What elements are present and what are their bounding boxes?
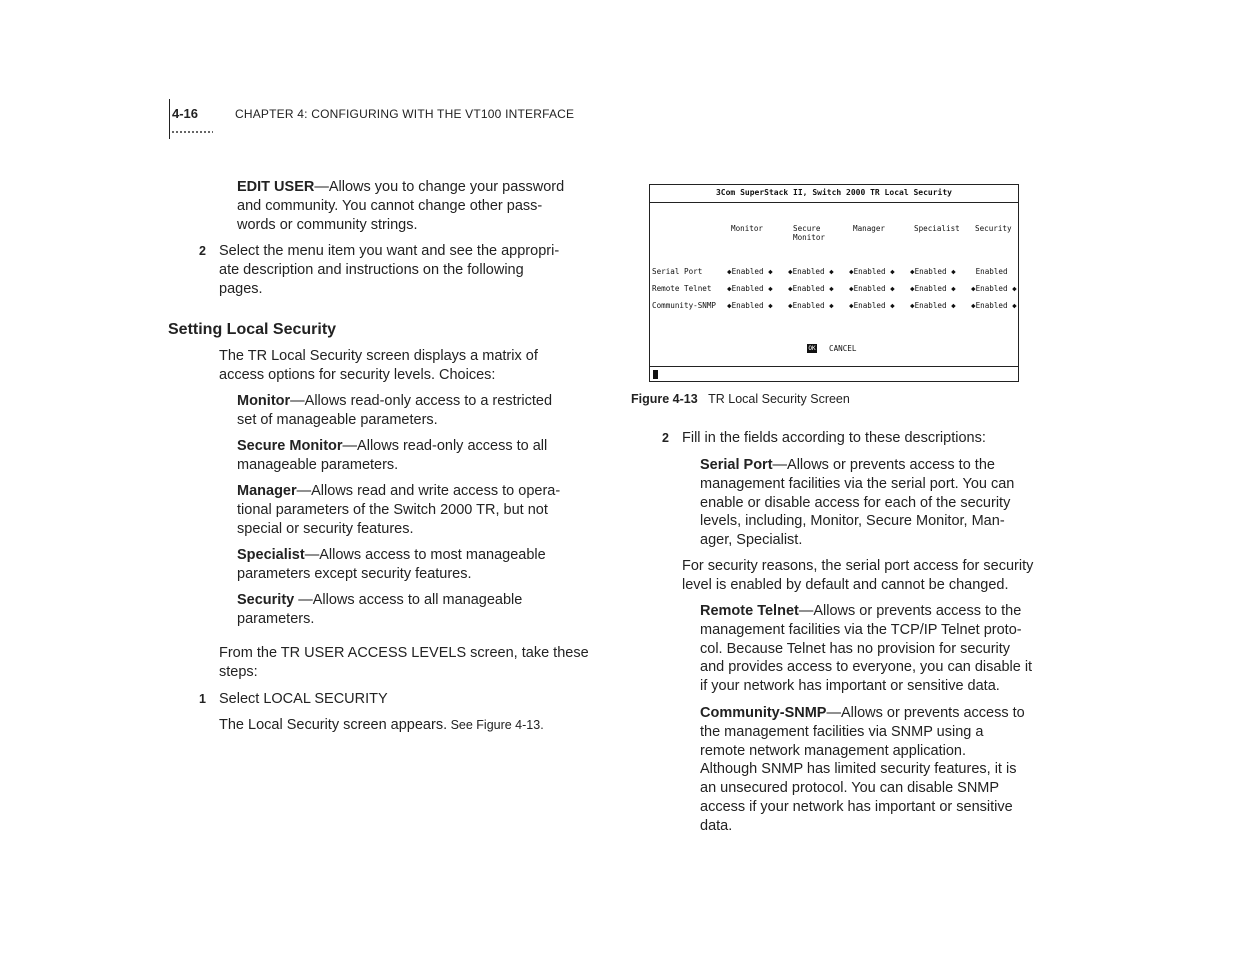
- terminal-title: 3Com SuperStack II, Switch 2000 TR Local Security: [650, 185, 1018, 203]
- page-number: 4-16: [172, 106, 199, 121]
- remote-telnet-desc-3: col. Because Telnet has no provision for security: [700, 640, 1011, 657]
- remote-telnet-desc-4: and provides access to everyone, you can disable it: [700, 659, 1033, 676]
- right-step2-num: 2: [662, 431, 669, 445]
- from-block: [219, 644, 589, 682]
- terminal-figure: [649, 184, 1019, 382]
- edit-user-desc-2: and community. You cannot change other pass-: [237, 197, 543, 214]
- row1-cell3[interactable]: ◆Enabled ◆: [849, 284, 895, 293]
- manager-block: [237, 482, 587, 538]
- row1-cell2[interactable]: ◆Enabled ◆: [788, 284, 834, 293]
- community-snmp-desc-5: an unsecured protocol. You can disable SNMP: [700, 780, 1000, 797]
- note-line-2: level is enabled by default and cannot be changed.: [682, 576, 1009, 593]
- intro-block: [219, 347, 589, 385]
- secure-monitor-term: Secure Monitor: [237, 438, 343, 454]
- remote-telnet-desc-1: —Allows or prevents access to the: [798, 603, 1022, 619]
- monitor-term: Monitor: [237, 393, 291, 409]
- edit-user-term: EDIT USER: [237, 179, 315, 195]
- manager-desc-3: special or security features.: [237, 520, 414, 537]
- row-label-community-snmp: Community-SNMP: [652, 301, 717, 310]
- remote-telnet-desc-5: if your network has important or sensitive data.: [700, 678, 1000, 695]
- left-step2-line-1: Select the menu item you want and see the appropri-: [219, 243, 560, 259]
- note-line-1: For security reasons, the serial port access for security: [682, 558, 1034, 574]
- header-dots: [171, 131, 213, 133]
- ok-button[interactable]: OK: [808, 345, 816, 352]
- row1-cell1[interactable]: ◆Enabled ◆: [727, 284, 773, 293]
- manager-term: Manager: [237, 483, 297, 499]
- cancel-button[interactable]: CANCEL: [829, 344, 857, 353]
- row0-cell2[interactable]: ◆Enabled ◆: [788, 267, 834, 276]
- header-rule: [169, 99, 170, 139]
- row2-cell3[interactable]: ◆Enabled ◆: [849, 301, 895, 310]
- secure-monitor-desc-1: —Allows read-only access to all: [342, 438, 548, 454]
- serial-port-desc-4: levels, including, Monitor, Secure Monitor, Man-: [700, 513, 1005, 530]
- row2-cell4[interactable]: ◆Enabled ◆: [910, 301, 956, 310]
- col-security: Security: [975, 224, 1012, 233]
- serial-port-block: [700, 456, 1070, 550]
- col-secure-line-1: Secure: [793, 224, 821, 233]
- col-manager: Manager: [853, 224, 886, 233]
- remote-telnet-term: Remote Telnet: [700, 603, 799, 619]
- edit-user-desc-1: —Allows you to change your password: [314, 179, 565, 195]
- community-snmp-desc-4: Although SNMP has limited security features, it is: [700, 761, 1017, 778]
- figure-caption: [631, 392, 850, 406]
- community-snmp-desc-6: access if your network has important or sensitive: [700, 798, 1013, 815]
- row2-cell2[interactable]: ◆Enabled ◆: [788, 301, 834, 310]
- chapter-title-text: CHAPTER 4: CONFIGURING WITH THE VT100 INTERFACE: [235, 107, 575, 121]
- row1-cell5[interactable]: ◆Enabled ◆: [971, 284, 1017, 293]
- terminal-cursor: [653, 370, 658, 379]
- right-step2-text: Fill in the fields according to these descriptions:: [682, 430, 986, 446]
- note-block: [682, 557, 1062, 595]
- serial-port-desc-5: ager, Specialist.: [700, 532, 803, 549]
- secure-monitor-block: [237, 437, 587, 475]
- community-snmp-desc-3: remote network management application.: [700, 742, 966, 759]
- chapter-title: [235, 107, 574, 121]
- figure-caption-number: Figure 4-13: [631, 392, 698, 406]
- from-line-2: steps:: [219, 663, 258, 680]
- community-snmp-term: Community-SNMP: [700, 705, 827, 721]
- community-snmp-desc-7: data.: [700, 817, 733, 834]
- monitor-desc-2: set of manageable parameters.: [237, 411, 438, 428]
- left-step1-num: 1: [199, 692, 206, 706]
- remote-telnet-desc-2: management facilities via the TCP/IP Telnet proto-: [700, 621, 1022, 638]
- remote-telnet-block: [700, 602, 1070, 696]
- edit-user-block: [237, 178, 587, 234]
- intro-line-2: access options for security levels. Choices:: [219, 366, 496, 383]
- row-label-serial-port: Serial Port: [652, 267, 703, 276]
- community-snmp-desc-1: —Allows or prevents access to: [826, 705, 1025, 721]
- row1-cell4[interactable]: ◆Enabled ◆: [910, 284, 956, 293]
- left-step2-block: [219, 242, 589, 298]
- specialist-desc-1: —Allows access to most manageable: [304, 547, 546, 563]
- intro-line-1: The TR Local Security screen displays a matrix of: [219, 348, 538, 364]
- specialist-term: Specialist: [237, 547, 305, 563]
- security-block: [237, 591, 587, 629]
- left-step1-text: Select LOCAL SECURITY: [219, 691, 388, 707]
- appears-line: [219, 716, 544, 735]
- left-step2-num: 2: [199, 244, 206, 258]
- figure-caption-text: TR Local Security Screen: [708, 392, 850, 406]
- security-desc-1: —Allows access to all manageable: [298, 592, 523, 608]
- left-step2-line-3: pages.: [219, 280, 263, 297]
- serial-port-desc-2: management facilities via the serial port. You can: [700, 475, 1015, 492]
- manager-desc-2: tional parameters of the Switch 2000 TR, but not: [237, 501, 548, 518]
- left-step2-line-2: ate description and instructions on the following: [219, 261, 524, 278]
- terminal-status-divider: [650, 366, 1018, 367]
- serial-port-desc-1: —Allows or prevents access to the: [772, 457, 995, 473]
- monitor-desc-1: —Allows read-only access to a restricted: [290, 393, 553, 409]
- row0-cell4[interactable]: ◆Enabled ◆: [910, 267, 956, 276]
- appears-text: The Local Security screen appears.: [219, 717, 448, 733]
- section-heading: Setting Local Security: [168, 321, 337, 338]
- from-line-1: From the TR USER ACCESS LEVELS screen, take these: [219, 645, 589, 661]
- security-term: Security: [237, 592, 299, 608]
- row2-cell1[interactable]: ◆Enabled ◆: [727, 301, 773, 310]
- row2-cell5[interactable]: ◆Enabled ◆: [971, 301, 1017, 310]
- community-snmp-desc-2: the management facilities via SNMP using a: [700, 723, 984, 740]
- edit-user-desc-3: words or community strings.: [237, 216, 418, 233]
- col-monitor: Monitor: [731, 224, 764, 233]
- row0-cell5: Enabled: [971, 267, 1008, 276]
- specialist-block: [237, 546, 587, 584]
- community-snmp-block: [700, 704, 1070, 836]
- serial-port-desc-3: enable or disable access for each of the security: [700, 494, 1011, 511]
- col-specialist: Specialist: [914, 224, 960, 233]
- row0-cell1[interactable]: ◆Enabled ◆: [727, 267, 773, 276]
- row0-cell3[interactable]: ◆Enabled ◆: [849, 267, 895, 276]
- specialist-desc-2: parameters except security features.: [237, 565, 472, 582]
- col-secure-line-2: Monitor: [793, 233, 826, 242]
- manager-desc-1: —Allows read and write access to opera-: [296, 483, 561, 499]
- row-label-remote-telnet: Remote Telnet: [652, 284, 712, 293]
- serial-port-term: Serial Port: [700, 457, 773, 473]
- monitor-block: [237, 392, 587, 430]
- see-figure-ref: See Figure 4-13.: [447, 718, 544, 732]
- security-desc-2: parameters.: [237, 610, 315, 627]
- secure-monitor-desc-2: manageable parameters.: [237, 456, 399, 473]
